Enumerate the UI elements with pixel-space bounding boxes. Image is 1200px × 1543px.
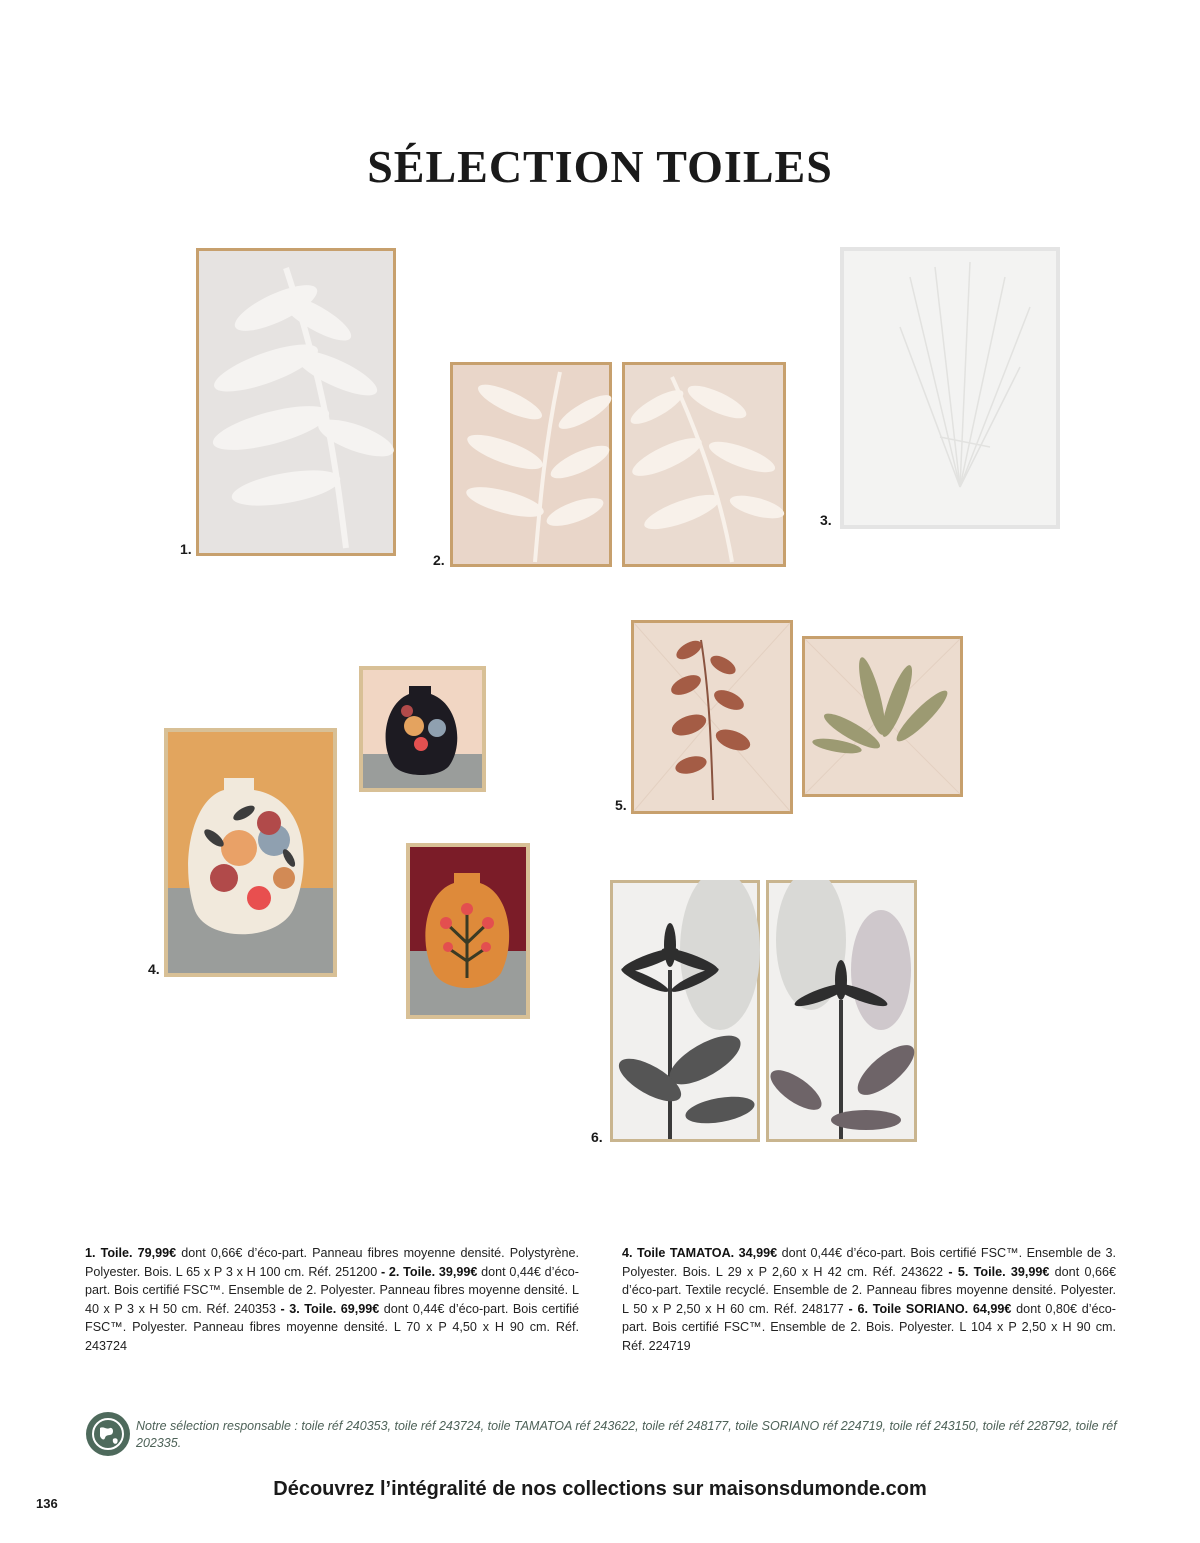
description-right bbox=[622, 1244, 1116, 1355]
responsible-selection-text: Notre sélection responsable : toile réf 240353, toile réf 243724, toile TAMATOA réf 243622, toile réf 248177, toile SORIANO réf 224719, toile réf 243150, toile réf 228792, toile réf 202335. bbox=[136, 1419, 1117, 1450]
product-detail-text: dont 0,44€ d’éco-part. Bois certifié FSC™. Polyester. Panneau fibres moyenne densité. L 70 x P 4,50 x H 90 cm. Réf. 243724 bbox=[85, 1301, 579, 1353]
canvas-2a-image[interactable] bbox=[450, 362, 612, 567]
product-number-6: 6. bbox=[591, 1129, 603, 1145]
product-number-4: 4. bbox=[148, 961, 160, 977]
product-number-3: 3. bbox=[820, 512, 832, 528]
product-detail-text: dont 0,80€ d’éco-part. Bois certifié FSC™. Ensemble de 2. Bois. Polyester. L 104 x P 2,50 x H 90 cm. Réf. 224719 bbox=[622, 1301, 1116, 1353]
canvas-4c-image[interactable] bbox=[406, 843, 530, 1019]
product-price-heading: 4. Toile TAMATOA. 34,99€ bbox=[622, 1246, 778, 1260]
canvas-6b-image[interactable] bbox=[766, 880, 917, 1142]
product-price-heading: - 3. Toile. 69,99€ bbox=[280, 1301, 380, 1316]
website-callout[interactable]: Découvrez l’intégralité de nos collections sur maisonsdumonde.com bbox=[273, 1478, 927, 1500]
canvas-4b-image[interactable] bbox=[359, 666, 486, 792]
description-left bbox=[85, 1244, 579, 1355]
page-title: SÉLECTION TOILES bbox=[367, 141, 833, 192]
product-price-heading: - 5. Toile. 39,99€ bbox=[948, 1264, 1050, 1279]
product-number-5: 5. bbox=[615, 797, 627, 813]
product-number-1: 1. bbox=[180, 541, 192, 557]
product-price-heading: 1. Toile. 79,99€ bbox=[85, 1246, 177, 1260]
product-price-heading: - 6. Toile SORIANO. 64,99€ bbox=[848, 1301, 1012, 1316]
canvas-1-image[interactable] bbox=[196, 248, 396, 556]
product-price-heading: - 2. Toile. 39,99€ bbox=[380, 1264, 478, 1279]
canvas-5a-image[interactable] bbox=[631, 620, 793, 814]
product-detail-text: dont 0,66€ d’éco-part. Panneau fibres moyenne densité. Polystyrène. Polyester. Bois. L 65 x P 3 x H 100 cm. Réf. 251200 bbox=[85, 1246, 579, 1279]
canvas-6a-image[interactable] bbox=[610, 880, 760, 1142]
canvas-3-image[interactable] bbox=[840, 247, 1060, 529]
page-number: 136 bbox=[36, 1496, 58, 1511]
canvas-5b-image[interactable] bbox=[802, 636, 963, 797]
product-detail-text: dont 0,44€ d’éco-part. Bois certifié FSC™. Ensemble de 3. Polyester. Bois. L 29 x P 2,60 x H 42 cm. Réf. 243622 bbox=[622, 1246, 1116, 1279]
product-detail-text: dont 0,44€ d’éco-part. Bois certifié FSC™. Ensemble de 2. Polyester. Panneau fibres moyenne densité. L 40 x P 3 x H 50 cm. Réf. 240353 bbox=[85, 1264, 579, 1316]
earth-leaf-icon bbox=[86, 1412, 130, 1456]
product-detail-text: dont 0,66€ d’éco-part. Textile recyclé. Ensemble de 2. Panneau fibres moyenne densité. Polyester. L 50 x P 2,50 x H 60 cm. Réf. 248177 bbox=[622, 1264, 1116, 1316]
canvas-4a-image[interactable] bbox=[164, 728, 337, 977]
product-number-2: 2. bbox=[433, 552, 445, 568]
canvas-2b-image[interactable] bbox=[622, 362, 786, 567]
